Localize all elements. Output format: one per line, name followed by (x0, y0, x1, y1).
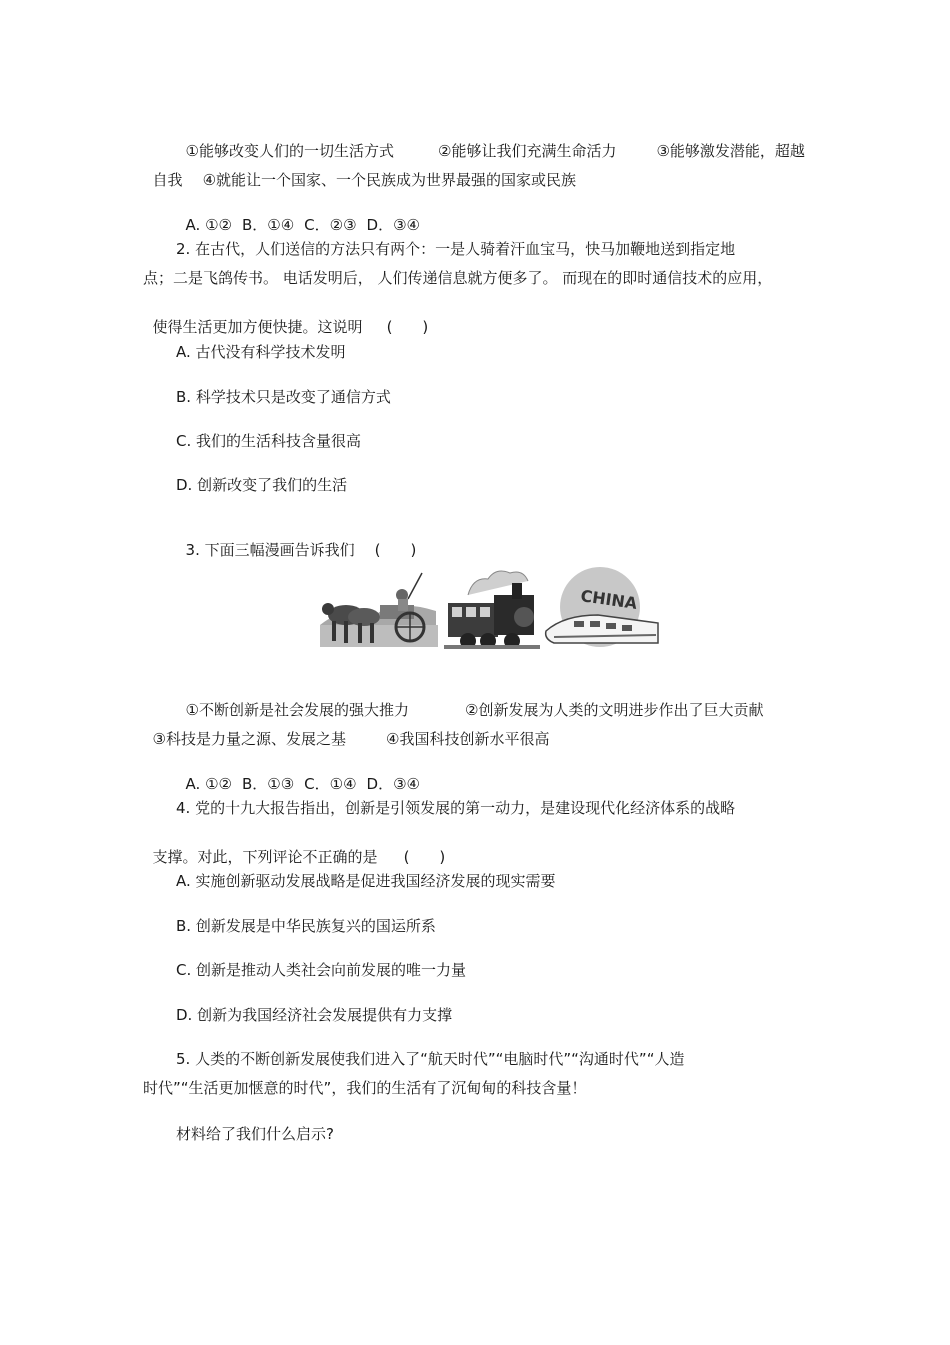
q4-stem-text: 支撑。对此，下列评论不正确的是 (152, 848, 378, 866)
q1-option-4: ④就能让一个国家、一个民族成为世界最强的国家或民族 (202, 171, 577, 189)
q4-answer-blank[interactable]: ( ) (403, 848, 446, 866)
q1-choice-a[interactable]: A. ①② (185, 216, 232, 234)
q3-answer-blank[interactable]: ( ) (374, 541, 417, 559)
q4-choice-b[interactable]: B. 创新发展是中华民族复兴的国运所系 (176, 917, 436, 935)
q1-option-line-2 (143, 150, 576, 190)
q2-choice-a[interactable]: A. 古代没有科学技术发明 (176, 343, 346, 361)
china-lettering: CHINA (579, 586, 639, 613)
q3-choice-d[interactable]: D．③④ (366, 775, 420, 793)
q3-stem-text: 3. 下面三幅漫画告诉我们 (185, 541, 355, 559)
q2-choice-c[interactable]: C. 我们的生活科技含量很高 (176, 432, 362, 450)
q3-option-2: ②创新发展为人类的文明进步作出了巨大贡献 (465, 701, 764, 719)
q1-option-3: ③能够激发潜能，超越 (656, 142, 805, 160)
q3-stem (176, 520, 416, 560)
q2-stem-line-1: 2. 在古代，人们送信的方法只有两个：一是人骑着汗血宝马，快马加鞭地送到指定地 (176, 240, 736, 258)
q3-option-line-2 (143, 709, 549, 749)
q3-choices (176, 754, 420, 794)
q5-stem-line-2: 时代”“生活更加惬意的时代”，我们的生活有了沉甸甸的科技含量！ (143, 1079, 587, 1097)
high-speed-train-image (546, 567, 658, 647)
q4-stem-line-1: 4. 党的十九大报告指出，创新是引领发展的第一动力，是建设现代化经济体系的战略 (176, 799, 736, 817)
q2-stem-line-2: 点；二是飞鸽传书。 电话发明后， 人们传递信息就方便多了。 而现在的即时通信技术的应用， (143, 269, 773, 287)
q5-stem-line-1: 5. 人类的不断创新发展使我们进入了“航天时代”“电脑时代”“沟通时代”“人造 (176, 1050, 685, 1068)
q1-choice-d[interactable]: D．③④ (366, 216, 420, 234)
q4-choice-d[interactable]: D. 创新为我国经济社会发展提供有力支撑 (176, 1006, 453, 1024)
q3-choice-b[interactable]: B．①③ (241, 775, 295, 793)
q3-option-1: ①不断创新是社会发展的强大推力 (185, 701, 409, 719)
q1-choice-b[interactable]: B．①④ (241, 216, 295, 234)
q4-choice-a[interactable]: A. 实施创新驱动发展战略是促进我国经济发展的现实需要 (176, 872, 556, 890)
q2-stem-text: 使得生活更加方便快捷。这说明 (152, 318, 363, 336)
q3-choice-c[interactable]: C．①④ (304, 775, 357, 793)
ox-cart-image (320, 573, 438, 647)
q4-choice-c[interactable]: C. 创新是推动人类社会向前发展的唯一力量 (176, 961, 467, 979)
q2-answer-blank[interactable]: ( ) (386, 318, 429, 336)
q1-option-1: ①能够改变人们的一切生活方式 (185, 142, 394, 160)
q5-question: 材料给了我们什么启示? (176, 1125, 334, 1143)
q1-option-2: ②能够让我们充满生命活力 (438, 142, 617, 160)
q1-option-3-cont: 自我 (152, 171, 183, 189)
q3-choice-a[interactable]: A. ①② (185, 775, 232, 793)
q1-choices (176, 195, 420, 235)
steam-train-image (444, 571, 540, 649)
q3-option-3: ③科技是力量之源、发展之基 (152, 730, 346, 748)
q2-choice-d[interactable]: D. 创新改变了我们的生活 (176, 476, 348, 494)
q1-choice-c[interactable]: C．②③ (304, 216, 357, 234)
q3-option-4: ④我国科技创新水平很高 (386, 730, 550, 748)
q2-stem-line-3 (143, 297, 428, 337)
comic-illustration (318, 565, 663, 652)
q2-choice-b[interactable]: B. 科学技术只是改变了通信方式 (176, 388, 391, 406)
q4-stem-line-2 (143, 827, 445, 867)
